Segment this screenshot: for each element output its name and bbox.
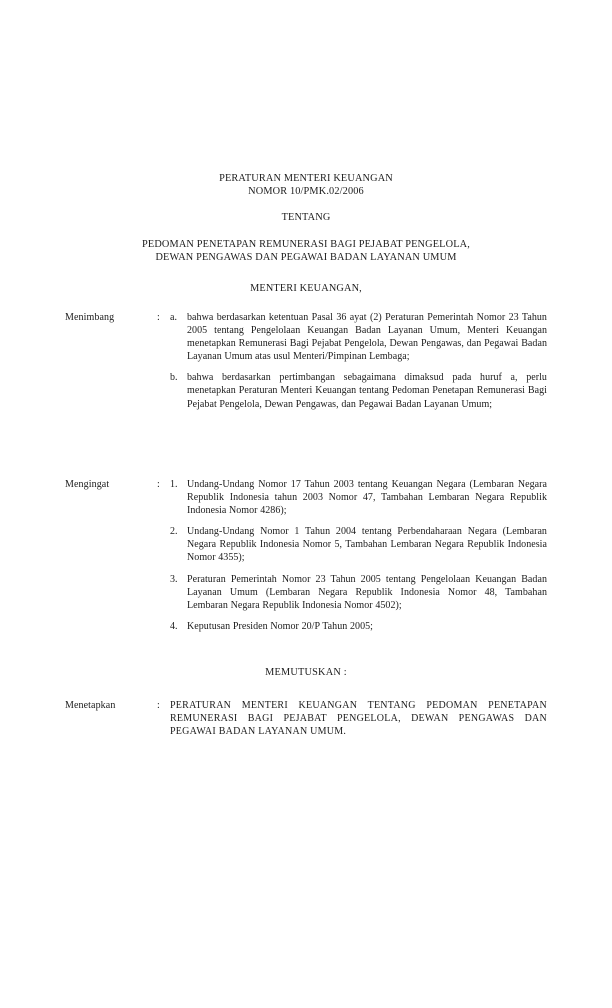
considering-items	[170, 311, 547, 411]
regulation-type-line: PERATURAN MENTERI KEUANGAN	[219, 173, 393, 184]
header-spacer-1	[0, 198, 612, 211]
considering-section	[0, 311, 612, 411]
stipulates-text: PERATURAN MENTERI KEUANGAN TENTANG PEDOMAN PENETAPAN REMUNERASI BAGI PEJABAT PENGELOLA, DEWAN PENGAWAS DAN PEGAWAI BADAN LAYANAN UMUM.	[170, 700, 547, 738]
tentang-label: TENTANG	[281, 212, 331, 224]
considering-label: Menimbang	[65, 312, 115, 323]
recalling-item-marker: 3.	[170, 573, 178, 585]
recalling-label: Mengingat	[65, 479, 110, 490]
regulation-number-line: NOMOR 10/PMK.02/2006	[248, 186, 364, 198]
document-header	[0, 172, 612, 264]
considering-item	[170, 371, 547, 410]
stipulates-label: Menetapkan	[65, 700, 116, 711]
recalling-item	[170, 573, 547, 612]
issuer-line: MENTERI KEUANGAN,	[250, 283, 362, 294]
recalling-colon: :	[157, 479, 160, 490]
considering-item-text: bahwa berdasarkan pertimbangan sebagaimana dimaksud pada huruf a, perlu menetapkan Peraturan Menteri Keuangan tentang Pedoman Penetapan Remunerasi Bagi Pejabat Pengelola, Dewan Pengawas, dan Pegawai Badan Layanan Umum;	[187, 372, 547, 410]
decides-heading: MEMUTUSKAN :	[265, 667, 347, 678]
document-title-line-2: DEWAN PENGAWAS DAN PEGAWAI BADAN LAYANAN UMUM	[155, 251, 457, 263]
recalling-item-marker: 4.	[170, 620, 178, 632]
recalling-item-marker: 2.	[170, 526, 178, 538]
stipulates-colon: :	[157, 700, 160, 711]
recalling-row	[0, 478, 612, 633]
considering-item-marker: a.	[170, 312, 178, 323]
stipulates-items	[170, 699, 547, 738]
header-spacer-2	[0, 225, 612, 238]
recalling-items	[170, 478, 547, 633]
recalling-item	[170, 478, 547, 517]
recalling-item	[170, 620, 547, 633]
considering-item-marker: b.	[170, 372, 178, 384]
recalling-item-text: Undang-Undang Nomor 1 Tahun 2004 tentang Perbendaharaan Negara (Lembaran Negara Republik Indonesia Nomor 5, Tambahan Lembaran Negara Republik Indonesia Nomor 4355);	[187, 526, 547, 564]
recalling-item-text: Peraturan Pemerintah Nomor 23 Tahun 2005 tentang Pengelolaan Keuangan Badan Layanan Umum (Lembaran Negara Republik Indonesia Nomor 48, Tambahan Lembaran Negara Republik Indonesia Nomor 4502);	[187, 573, 547, 611]
recalling-section	[0, 478, 612, 633]
considering-item	[170, 311, 547, 363]
considering-item-text: bahwa berdasarkan ketentuan Pasal 36 ayat (2) Peraturan Pemerintah Nomor 23 Tahun 2005 tentang Pengelolaan Keuangan Badan Layanan Umum, Menteri Keuangan menetapkan Remunerasi Bagi Pejabat Pengelola, Dewan Pengawas, dan Pegawai Badan Layanan Umum atas usul Menteri/Pimpinan Lembaga;	[187, 312, 547, 363]
recalling-item-text: Keputusan Presiden Nomor 20/P Tahun 2005;	[187, 620, 374, 632]
considering-row	[0, 311, 612, 411]
stipulates-row	[0, 699, 612, 738]
considering-colon: :	[157, 312, 160, 323]
recalling-item	[170, 525, 547, 564]
recalling-item-marker: 1.	[170, 479, 178, 490]
stipulates-section	[0, 699, 612, 738]
document-title-line-1: PEDOMAN PENETAPAN REMUNERASI BAGI PEJABAT PENGELOLA,	[142, 238, 470, 250]
recalling-item-text: Undang-Undang Nomor 17 Tahun 2003 tentang Keuangan Negara (Lembaran Negara Republik Indonesia tahun 2003 Nomor 47, Tambahan Lembaran Negara Republik Indonesia Nomor 4286);	[187, 479, 547, 517]
